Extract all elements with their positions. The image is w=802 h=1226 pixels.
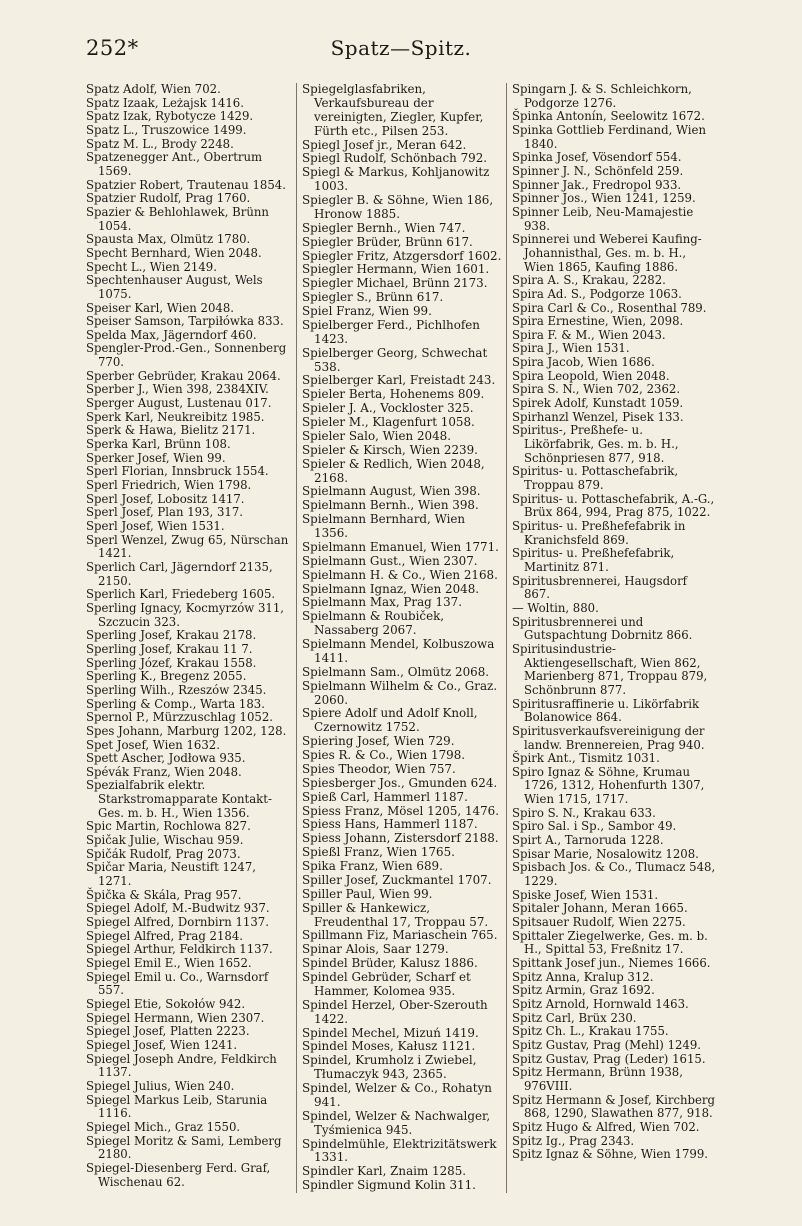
- directory-entry: Spatz Izaak, Leżajsk 1416.: [86, 95, 244, 110]
- page-number: 252*: [86, 36, 139, 60]
- directory-entry: Spießl Franz, Wien 1765.: [302, 845, 455, 860]
- directory-entry: Sperling Josef, Krakau 11 7.: [86, 641, 253, 656]
- directory-entry: Spira F. & M., Wien 2043.: [512, 327, 666, 342]
- directory-entry: Spillmann Fiz, Mariaschein 765.: [302, 928, 498, 943]
- directory-entry: Spindler Karl, Znaim 1285.: [302, 1164, 467, 1179]
- directory-entry: Spiritusbrennerei und Gutspachtung Dobrnitz 866.: [512, 614, 693, 643]
- directory-entry: Spielmann Max, Prag 137.: [302, 595, 463, 610]
- directory-entry: Spiegler Michael, Brünn 2173.: [302, 276, 488, 291]
- directory-entry: Spitz Ignaz & Söhne, Wien 1799.: [512, 1147, 708, 1162]
- directory-entry: Spielmann Wilhelm & Co., Graz. 2060.: [302, 678, 498, 707]
- directory-entry: Spielmann Bernh., Wien 398.: [302, 498, 479, 513]
- directory-entry: Spičák Rudolf, Prag 2073.: [86, 846, 241, 861]
- directory-entry: Spielberger Georg, Schwechat 538.: [302, 345, 488, 374]
- directory-entry: Spitz Arnold, Hornwald 1463.: [512, 996, 689, 1011]
- directory-entry: Spengler-Prod.-Gen., Sonnenberg 770.: [86, 341, 287, 370]
- directory-entry: Sperling K., Bregenz 2055.: [86, 669, 247, 684]
- directory-entry: Spinner Leib, Neu-Mamajestie 938.: [512, 204, 694, 233]
- directory-entry: Spirhanzl Wenzel, Pisek 133.: [512, 409, 684, 424]
- directory-entry: Spechtenhauser August, Wels 1075.: [86, 273, 263, 301]
- directory-entry: Spira Jacob, Wien 1686.: [512, 355, 655, 370]
- directory-entry: Spira Carl & Co., Rosenthal 789.: [512, 300, 707, 315]
- directory-entry: Spiller & Hankewicz, Freudenthal 17, Troppau 57.: [302, 900, 489, 929]
- directory-entry: Spiritus- u. Pottaschefabrik, Troppau 879.: [512, 464, 679, 493]
- directory-entry: Sperlich Karl, Friedeberg 1605.: [86, 587, 276, 602]
- directory-entry: Sperl Josef, Wien 1531.: [86, 519, 225, 533]
- directory-entry: Spira Ernestine, Wien, 2098.: [512, 314, 684, 329]
- directory-entry: Spiegl Rudolf, Schönbach 792.: [302, 151, 488, 166]
- directory-entry: Spitz Armin, Graz 1692.: [512, 983, 655, 998]
- directory-entry: Spiere Adolf und Adolf Knoll, Czernowitz 1752.: [302, 706, 478, 735]
- directory-entry: Speiser Samson, Tarpiłówka 833.: [86, 314, 284, 329]
- directory-entry: Spielmann & Roubiček, Nassaberg 2067.: [302, 609, 445, 638]
- directory-entry: Spitz Ch. L., Krakau 1755.: [512, 1024, 669, 1039]
- directory-entry: Spitz Hugo & Alfred, Wien 702.: [512, 1119, 700, 1134]
- directory-entry: Spiess Hans, Hammerl 1187.: [302, 817, 478, 832]
- directory-entry: Spitsauer Rudolf, Wien 2275.: [512, 915, 686, 930]
- directory-entry: Spinner Jos., Wien 1241, 1259.: [512, 191, 696, 206]
- directory-entry: Spira Ad. S., Podgorze 1063.: [512, 286, 682, 301]
- directory-entry: Spiritus- u. Pottaschefabrik, A.-G., Brüx 864, 994, Prag 875, 1022.: [512, 491, 715, 520]
- directory-entry: Spiess Johann, Zistersdorf 2188.: [302, 831, 499, 846]
- directory-entry: Špinka Antonín, Seelowitz 1672.: [512, 109, 705, 124]
- directory-entry: Spitz Gustav, Prag (Leder) 1615.: [512, 1051, 706, 1066]
- directory-entry: Spirek Adolf, Kunstadt 1059.: [512, 396, 684, 411]
- directory-entry: Specht L., Wien 2149.: [86, 259, 217, 274]
- directory-entry: Spiritus- u. Preßhefefabrik, Martinitz 871.: [512, 546, 675, 574]
- directory-entry: Spet Josef, Wien 1632.: [86, 737, 220, 752]
- directory-entry: Spielmann Ignaz, Wien 2048.: [302, 581, 480, 596]
- directory-entry: Spiegler Fritz, Atzgersdorf 1602.: [302, 248, 502, 263]
- directory-entry: Spezialfabrik elektr. Starkstromapparate Kontakt-Ges. m. b. H., Wien 1356.: [86, 778, 272, 820]
- directory-entry: Spiritusindustrie-Aktiengesellschaft, Wien 862, Marienberg 871, Troppau 879, Schönbrunn 877.: [512, 641, 708, 697]
- directory-entry: Spitaler Johann, Meran 1665.: [512, 901, 688, 916]
- directory-entry: Sperl Wenzel, Zwug 65, Nürschan 1421.: [86, 532, 289, 561]
- directory-entry: Spingarn J. & S. Schleichkorn, Podgorze 1276.: [512, 83, 692, 110]
- directory-entry: Spes Johann, Marburg 1202, 128.: [86, 723, 287, 738]
- directory-entry: Spiegel Adolf, M.-Budwitz 937.: [86, 901, 270, 916]
- directory-entry: Spindel, Welzer & Co., Rohatyn 941.: [302, 1081, 492, 1109]
- directory-entry: Spinner J. N., Schönfeld 259.: [512, 163, 684, 178]
- directory-entry: Spielmann Sam., Olmütz 2068.: [302, 664, 490, 679]
- directory-entry: Spiegel Alfred, Prag 2184.: [86, 928, 243, 943]
- directory-entry: Spatzier Rudolf, Prag 1760.: [86, 191, 251, 206]
- directory-entry: Spiering Josef, Wien 729.: [302, 734, 455, 749]
- directory-entry: Spittaler Ziegelwerke, Ges. m. b. H., Spittal 53, Freßnitz 17.: [512, 928, 708, 957]
- directory-entry: Spiess Franz, Mösel 1205, 1476.: [302, 803, 500, 818]
- directory-entry: Spirt A., Tarnoruda 1228.: [512, 833, 664, 848]
- directory-entry: Spiegler S., Brünn 617.: [302, 290, 444, 305]
- directory-entry: Spitz Hermann, Brünn 1938, 976VIII.: [512, 1065, 683, 1093]
- directory-entry: Sperling Ignacy, Kocmyrzów 311, Szczucin 323.: [86, 600, 285, 629]
- directory-entry: Spiegler Brüder, Brünn 617.: [302, 234, 473, 249]
- directory-entry: Spieler M., Klagenfurt 1058.: [302, 415, 475, 429]
- directory-entry: Spitz Ig., Prag 2343.: [512, 1133, 635, 1148]
- directory-entry: Spieler Berta, Hohenems 809.: [302, 387, 485, 402]
- directory-columns: [86, 83, 718, 1193]
- directory-entry: Spira J., Wien 1531.: [512, 341, 630, 356]
- directory-entry: Spiegel Moritz & Sami, Lemberg 2180.: [86, 1133, 282, 1162]
- directory-entry: Spindel Brüder, Kalusz 1886.: [302, 956, 478, 971]
- directory-entry: Spiller Josef, Zuckmantel 1707.: [302, 872, 492, 887]
- directory-entry: Spičar Maria, Neustift 1247, 1271.: [86, 860, 256, 889]
- directory-entry: Spazier & Behlohlawek, Brünn 1054.: [86, 204, 269, 233]
- directory-entry: Spičak Julie, Wischau 959.: [86, 833, 244, 848]
- directory-entry: Spieler Salo, Wien 2048.: [302, 428, 451, 443]
- directory-entry: Spielberger Ferd., Pichlhofen 1423.: [302, 317, 480, 346]
- directory-entry: Spindel Moses, Kałusz 1121.: [302, 1039, 476, 1054]
- directory-entry: Sperk Karl, Neukreibitz 1985.: [86, 409, 265, 424]
- directory-entry: Spévák Franz, Wien 2048.: [86, 764, 242, 779]
- directory-entry: Spausta Max, Olmütz 1780.: [86, 232, 251, 247]
- directory-entry: Spelda Max, Jägerndorf 460.: [86, 327, 257, 342]
- directory-entry: Spinka Gottlieb Ferdinand, Wien 1840.: [512, 122, 706, 151]
- directory-entry: Spiegel Josef, Wien 1241.: [86, 1037, 238, 1052]
- directory-entry: Spiegel Julius, Wien 240.: [86, 1078, 235, 1093]
- directory-entry: Spiritusverkaufsvereinigung der landw. Brennereien, Prag 940.: [512, 723, 705, 752]
- directory-entry: Spittank Josef jun., Niemes 1666.: [512, 956, 711, 970]
- directory-entry: Spitz Anna, Kralup 312.: [512, 969, 654, 984]
- directory-entry: Spinka Josef, Vösendorf 554.: [512, 150, 682, 165]
- directory-entry: Spiegel Hermann, Wien 2307.: [86, 1010, 265, 1025]
- directory-entry: Spielmann Bernhard, Wien 1356.: [302, 512, 466, 540]
- directory-entry: Sperling Josef, Krakau 2178.: [86, 628, 257, 643]
- directory-entry: Spieler J. A., Vockloster 325.: [302, 401, 474, 416]
- directory-entry: Spiritus-, Preßhefe- u. Likörfabrik, Ges. m. b. H., Schönpriesen 877, 918.: [512, 423, 679, 465]
- directory-entry: Spielmann H. & Co., Wien 2168.: [302, 567, 498, 582]
- directory-entry: Spiegler Bernh., Wien 747.: [302, 220, 466, 235]
- directory-entry: Spiritusbrennerei, Haugsdorf 867.: [512, 573, 687, 602]
- directory-entry: Spiritus- u. Preßhefefabrik in Kranichsfeld 869.: [512, 519, 686, 547]
- directory-entry: Sperl Florian, Innsbruck 1554.: [86, 464, 269, 479]
- directory-entry: Sperl Friedrich, Wien 1798.: [86, 478, 252, 493]
- directory-entry: Spiro Ignaz & Söhne, Krumau 1726, 1312, Hohenfurth 1307, Wien 1715, 1717.: [512, 764, 705, 807]
- page-header: [0, 36, 802, 64]
- directory-entry: Spieß Carl, Hammerl 1187.: [302, 789, 468, 804]
- directory-entry: Spisar Marie, Nosalowitz 1208.: [512, 846, 699, 861]
- directory-entry: Spieler & Kirsch, Wien 2239.: [302, 442, 478, 457]
- directory-entry: Sperlich Carl, Jägerndorf 2135, 2150.: [86, 559, 273, 588]
- directory-entry: Sperk & Hawa, Bielitz 2171.: [86, 423, 256, 438]
- directory-entry: — Woltin, 880.: [512, 600, 599, 615]
- directory-entry: Spielberger Karl, Freistadt 243.: [302, 373, 496, 388]
- directory-entry: Spiegel Arthur, Feldkirch 1137.: [86, 942, 273, 957]
- directory-entry: Spiegel Emil u. Co., Warnsdorf 557.: [86, 969, 269, 998]
- directory-entry: Sperber Gebrüder, Krakau 2064.: [86, 368, 281, 383]
- directory-entry: Spielmann Emanuel, Wien 1771.: [302, 539, 499, 554]
- directory-entry: Spiegelglasfabriken, Verkaufsbureau der vereinigten, Ziegler, Kupfer, Fürth etc., Pilsen 253.: [302, 83, 484, 138]
- directory-entry: Spiel Franz, Wien 99.: [302, 304, 432, 318]
- directory-entry: Spitz Carl, Brüx 230.: [512, 1010, 637, 1025]
- directory-entry: Spitz Hermann & Josef, Kirchberg 868, 1290, Slawathen 877, 918.: [512, 1092, 716, 1121]
- directory-entry: Spiritusraffinerie u. Likörfabrik Bolanowice 864.: [512, 696, 700, 725]
- directory-entry: Sperger August, Lustenau 017.: [86, 396, 272, 411]
- directory-entry: Spiesberger Jos., Gmunden 624.: [302, 775, 498, 790]
- directory-entry: Spiegler B. & Söhne, Wien 186, Hronow 1885.: [302, 193, 494, 221]
- directory-entry: Spiegl & Markus, Kohljanowitz 1003.: [302, 165, 490, 194]
- directory-entry: Spinar Alois, Saar 1279.: [302, 942, 449, 957]
- directory-entry: Spiro Sal. i Sp., Sambor 49.: [512, 819, 677, 834]
- directory-entry: Spies Theodor, Wien 757.: [302, 761, 456, 776]
- directory-entry: Spiegl Josef jr., Meran 642.: [302, 137, 467, 152]
- directory-entry: Spatzenegger Ant., Obertrum 1569.: [86, 150, 263, 178]
- directory-entry: Spett Ascher, Jodłowa 935.: [86, 751, 246, 766]
- directory-entry: Spiegel Markus Leib, Starunia 1116.: [86, 1092, 268, 1121]
- directory-entry: Spinner Jak., Fredropol 933.: [512, 177, 682, 192]
- directory-entry: Spiller Paul, Wien 99.: [302, 886, 433, 901]
- directory-entry: Spiegel Joseph Andre, Feldkirch 1137.: [86, 1051, 277, 1080]
- directory-entry: Spindler Sigmund Kolin 311.: [302, 1178, 476, 1193]
- column-1: [86, 83, 296, 1193]
- directory-entry: Spernol P., Mürzzuschlag 1052.: [86, 710, 274, 725]
- directory-entry: Spiegel-Diesenberg Ferd. Graf, Wischenau 62.: [86, 1160, 271, 1189]
- directory-entry: Špička & Skála, Prag 957.: [86, 887, 242, 902]
- directory-entry: Spatzier Robert, Trautenau 1854.: [86, 177, 286, 192]
- directory-entry: Sperl Josef, Plan 193, 317.: [86, 505, 243, 520]
- directory-entry: Spielmann August, Wien 398.: [302, 484, 481, 499]
- directory-entry: Spielmann Gust., Wien 2307.: [302, 553, 478, 568]
- column-2: [296, 83, 506, 1193]
- directory-entry: Spinnerei und Weberei Kaufing-Johannisthal, Ges. m. b. H., Wien 1865, Kaufing 1886.: [512, 232, 702, 274]
- directory-entry: Sperber J., Wien 398, 2384XIV.: [86, 382, 269, 397]
- directory-entry: Sperker Josef, Wien 99.: [86, 450, 226, 465]
- directory-entry: Spiegel Mich., Graz 1550.: [86, 1119, 241, 1134]
- directory-entry: Spindel Mechel, Mizuń 1419.: [302, 1025, 479, 1040]
- directory-entry: Spika Franz, Wien 689.: [302, 859, 443, 873]
- directory-entry: Spira A. S., Krakau, 2282.: [512, 273, 666, 288]
- directory-entry: Špirk Ant., Tismitz 1031.: [512, 751, 660, 766]
- column-3: [506, 83, 716, 1193]
- directory-entry: Spiegel Emil E., Wien 1652.: [86, 956, 252, 970]
- page-title: Spatz—Spitz.: [330, 36, 472, 60]
- directory-entry: Sperling Józef, Krakau 1558.: [86, 655, 257, 670]
- directory-entry: Spindel, Krumholz i Zwiebel, Tłumaczyk 943, 2365.: [302, 1053, 477, 1082]
- directory-entry: Spies R. & Co., Wien 1798.: [302, 748, 466, 762]
- directory-entry: Sperka Karl, Brünn 108.: [86, 437, 231, 452]
- directory-entry: Spira Leopold, Wien 2048.: [512, 368, 670, 383]
- directory-entry: Spindel Herzel, Ober-Szerouth 1422.: [302, 997, 488, 1026]
- directory-entry: Spiegel Etie, Sokołów 942.: [86, 996, 246, 1011]
- directory-entry: Spindel Gebrüder, Scharf et Hammer, Kolomea 935.: [302, 970, 471, 998]
- directory-entry: Spielmann Mendel, Kolbuszowa 1411.: [302, 637, 495, 665]
- directory-entry: Spitz Gustav, Prag (Mehl) 1249.: [512, 1037, 702, 1052]
- directory-entry: Speiser Karl, Wien 2048.: [86, 300, 234, 315]
- directory-entry: Spira S. N., Wien 702, 2362.: [512, 382, 681, 397]
- directory-entry: Spatz Adolf, Wien 702.: [86, 83, 221, 96]
- directory-entry: Spiske Josef, Wien 1531.: [512, 887, 659, 902]
- directory-entry: Spieler & Redlich, Wien 2048, 2168.: [302, 456, 485, 485]
- directory-entry: Spatz M. L., Brody 2248.: [86, 136, 234, 151]
- directory-entry: Sperling & Comp., Warta 183.: [86, 696, 265, 711]
- directory-entry: Spiegler Hermann, Wien 1601.: [302, 262, 490, 277]
- directory-entry: Specht Bernhard, Wien 2048.: [86, 245, 262, 260]
- directory-entry: Spiro S. N., Krakau 633.: [512, 805, 656, 820]
- directory-entry: Spiegel Alfred, Dornbirn 1137.: [86, 915, 269, 930]
- directory-entry: Spatz Izak, Rybotycze 1429.: [86, 109, 254, 124]
- directory-entry: Spindelmühle, Elektrizitätswerk 1331.: [302, 1136, 497, 1165]
- directory-entry: Spindel, Welzer & Nachwalger, Tyśmienica 945.: [302, 1108, 491, 1137]
- directory-entry: Spatz L., Truszowice 1499.: [86, 122, 247, 137]
- directory-entry: Spic Martin, Rochlowa 827.: [86, 819, 251, 834]
- directory-entry: Sperl Josef, Lobositz 1417.: [86, 491, 245, 506]
- directory-entry: Spiegel Josef, Platten 2223.: [86, 1024, 250, 1039]
- directory-entry: Spisbach Jos. & Co., Tlumacz 548, 1229.: [512, 860, 716, 889]
- directory-entry: Sperling Wilh., Rzeszów 2345.: [86, 682, 267, 697]
